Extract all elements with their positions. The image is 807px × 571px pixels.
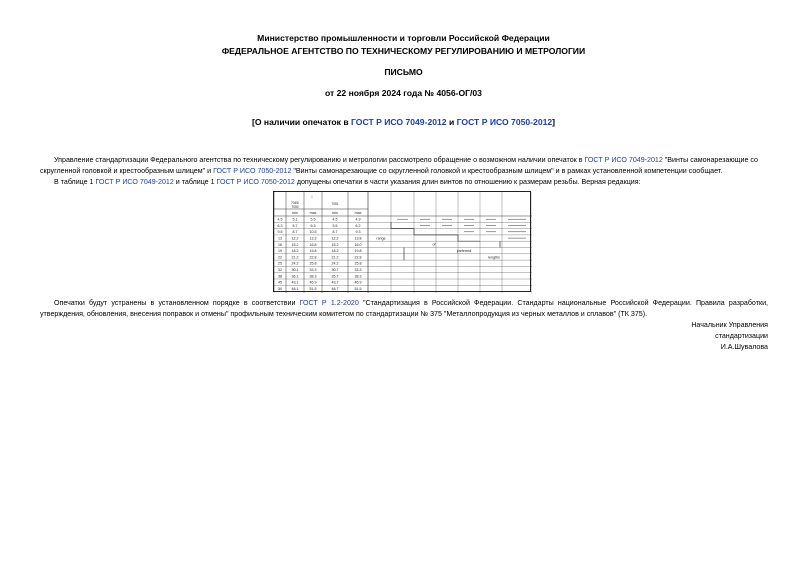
signature-position-line1: Начальник Управления: [691, 321, 768, 329]
table-cell-text: 48.1: [291, 286, 299, 291]
table-cell-text: 16: [278, 242, 282, 247]
title-suffix: ]: [552, 117, 556, 127]
table-cell-text: 4.9: [355, 217, 361, 222]
table-cell-text: 46.9: [354, 280, 362, 285]
table-cell-text: 6.3: [277, 223, 283, 228]
table-cell-text: max: [309, 211, 317, 215]
table-cell-text: 19: [278, 249, 282, 254]
table-cell-text: 13.8: [354, 236, 362, 241]
table-cell-text: 13.3: [309, 236, 317, 241]
table-cell-text: 51.5: [354, 286, 362, 291]
p2-text-c: допущены опечатки в части указания длин винтов по отношению к размерам резьбы. Верная редакция:: [294, 178, 641, 186]
paragraph-1: [40, 155, 768, 177]
table-cell-text: 12.2: [291, 236, 299, 241]
p2-link-gost-7049[interactable]: ГОСТ Р ИСО 7049-2012: [95, 178, 174, 186]
title-and: и: [446, 117, 457, 127]
table-cell-text: 30.1: [291, 268, 299, 272]
table-cell-text: 25: [278, 261, 282, 266]
length-table-svg: [274, 192, 532, 293]
table-cell-text: min: [292, 211, 298, 215]
table-cell-text: 6.2: [355, 223, 361, 228]
table-cell-text: 7049/: [291, 201, 299, 205]
document-title: [0, 117, 807, 127]
title-link-gost-7049[interactable]: ГОСТ Р ИСО 7049-2012: [351, 117, 447, 127]
table-cell-text: 22.8: [309, 255, 317, 260]
table-cell-text: 5.1: [292, 217, 298, 222]
table-cell-text: 33.3: [354, 268, 362, 272]
table-cell-text: 38.3: [354, 274, 362, 279]
table-cell-text: 13: [278, 236, 282, 241]
paragraph-2: [54, 177, 768, 188]
table-cell-text: 22: [278, 255, 282, 260]
table-cell-text: max: [354, 211, 362, 215]
table-cell-text: 18.2: [331, 249, 339, 254]
table-cell-text: 33.3: [309, 268, 317, 272]
document-date-number: от 22 ноября 2024 года № 4056-ОГ/03: [325, 88, 482, 98]
table-cell-text: l: [311, 195, 313, 199]
table-cell-text: 9.5: [277, 230, 283, 235]
corrected-length-table-image: [273, 191, 531, 292]
table-cell-text: 36.1: [291, 274, 299, 279]
p2-text-b: и таблице 1: [173, 178, 217, 186]
paragraph-3: [40, 298, 768, 320]
table-cell-text: 6.3: [310, 223, 316, 228]
table-cell-text: 15.2: [291, 242, 299, 247]
table-cell-text: 19.8: [354, 249, 362, 254]
table-cell-text: 15.2: [331, 242, 339, 247]
p1-text-a: Управление стандартизации Федерального агентства по техническому регулированию и метрологии рассмотрело обращение о возможном наличии опечаток в: [54, 156, 585, 164]
p3-link-gost-1-2[interactable]: ГОСТ Р 1.2-2020: [299, 299, 359, 307]
table-cell-text: 22.8: [354, 255, 362, 260]
table-cell-text: 12.2: [331, 236, 339, 241]
table-cell-text: 19.8: [309, 249, 317, 254]
table-cell-text: 25.8: [354, 261, 362, 266]
table-cell-text: 43.7: [331, 280, 339, 285]
table-cell-text: 43.1: [291, 280, 299, 285]
table-cell-text: 7050: [291, 205, 299, 209]
table-cell-text: 24.2: [291, 261, 299, 266]
table-cell-text: 38: [278, 274, 282, 279]
table-cell-text: 4.5: [277, 217, 283, 222]
table-cell-text: of: [432, 242, 436, 247]
table-cell-text: 46.9: [309, 280, 317, 285]
table-cell-text: lengths: [488, 255, 500, 260]
title-prefix: [О наличии опечаток в: [251, 117, 352, 127]
table-cell-text: 50: [278, 286, 282, 291]
table-cell-text: 24.2: [331, 261, 339, 266]
table-cell-text: preferred: [456, 249, 472, 253]
table-cell-text: min: [332, 211, 338, 215]
table-cell-text: 30.7: [331, 268, 339, 272]
p1-link-gost-7049[interactable]: ГОСТ Р ИСО 7049-2012: [584, 156, 663, 164]
table-cell-text: 10.5: [309, 230, 317, 235]
p1-text-c: "Винты самонарезающие со скругленной головкой и крестообразным шлицем" и в рамках установленной компетенции сообщает.: [291, 167, 723, 175]
table-cell-text: 5.7: [292, 223, 298, 228]
table-cell-text: 9.3: [355, 230, 361, 235]
table-cell-text: 25.8: [309, 261, 317, 266]
title-link-gost-7050[interactable]: ГОСТ Р ИСО 7050-2012: [456, 117, 553, 127]
p2-text-a: В таблице 1: [54, 178, 96, 186]
table-cell-text: range: [376, 236, 386, 241]
table-cell-text: 45: [278, 280, 282, 285]
table-cell-text: 16.0: [354, 242, 362, 247]
table-cell-text: 7051: [331, 202, 339, 206]
table-cell-text: 35.7: [331, 274, 339, 279]
table-cell-text: 32: [278, 268, 282, 272]
document-type: ПИСЬМО: [384, 67, 423, 77]
p1-link-gost-7050[interactable]: ГОСТ Р ИСО 7050-2012: [213, 167, 292, 175]
p3-text-b: "Стандартизация в Российской Федерации. Стандарты национальные Российской Федерации. Правила разработки, утверждения, обновления, внесения поправок и отмены" профильным техническим комитетом по стандартизации № 375 "Металлопродукция из черных металлов и сплавов" (ТК 375).: [40, 299, 769, 318]
signature-position-line2: стандартизации: [715, 332, 768, 340]
table-cell-text: 4.5: [332, 217, 338, 222]
ministry-name: Министерство промышленности и торговли Российской Федерации: [257, 33, 550, 43]
signature-name: И.А.Шувалова: [720, 343, 768, 351]
agency-name: ФЕДЕРАЛЬНОЕ АГЕНТСТВО ПО ТЕХНИЧЕСКОМУ РЕГУЛИРОВАНИЮ И МЕТРОЛОГИИ: [221, 46, 586, 56]
table-cell-text: 8.7: [292, 230, 298, 235]
table-cell-text: 21.2: [331, 255, 339, 260]
table-cell-text: 8.7: [332, 230, 338, 235]
table-cell-text: 38.3: [309, 274, 317, 279]
table-cell-text: 48.7: [331, 286, 339, 291]
p2-link-gost-7050[interactable]: ГОСТ Р ИСО 7050-2012: [216, 178, 295, 186]
p1-text-b: "Винты самонарезающие со скругленной головкой и крестообразным шлицем" и: [40, 156, 758, 175]
table-cell-text: 5.5: [332, 223, 338, 228]
table-cell-text: 18.2: [291, 249, 299, 254]
table-cell-text: 51.5: [309, 286, 317, 291]
table-cell-text: 16.8: [309, 242, 317, 247]
p3-text-a: Опечатки будут устранены в установленном порядке в соответствии: [54, 299, 300, 307]
table-cell-text: 21.2: [291, 255, 299, 260]
table-cell-text: 5.5: [310, 217, 316, 222]
